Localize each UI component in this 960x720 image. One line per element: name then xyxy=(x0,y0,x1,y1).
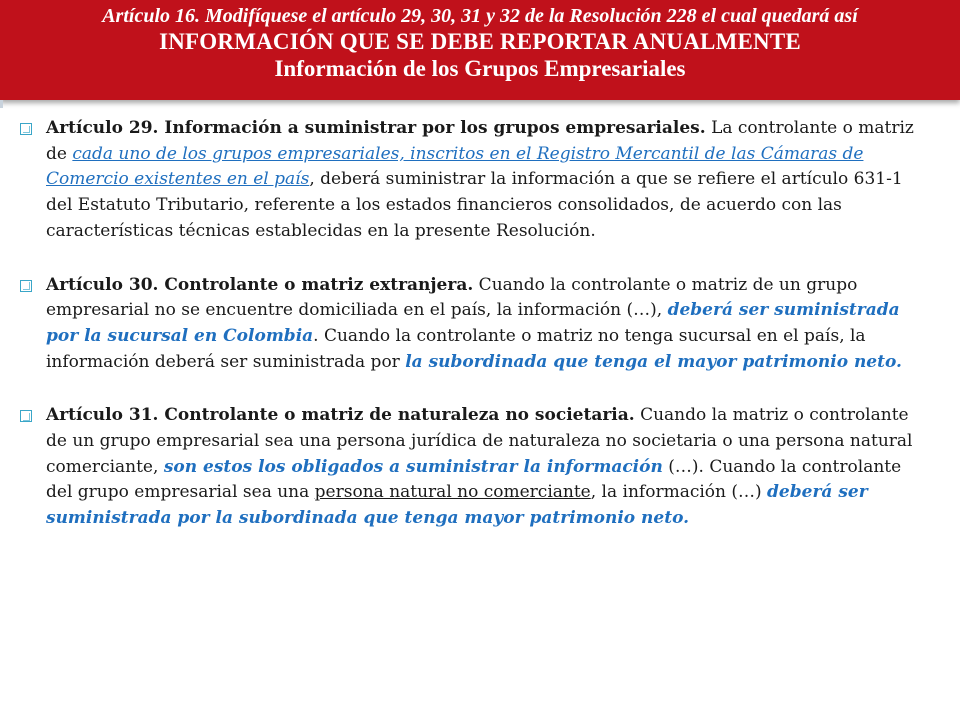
article-title: Artículo 31. Controlante o matriz de naturaleza no societaria. xyxy=(46,405,635,426)
article-title: Artículo 29. Información a suministrar por los grupos empresariales. xyxy=(46,118,706,138)
checkbox-bullet-icon xyxy=(20,123,32,135)
article-emphasis: deberá ser suministrada por la sucursal en Colombia xyxy=(46,300,900,346)
article-text: Cuando la controlante o matriz de un grupo empresarial no se encuentre domiciliada en el país, la información (…), xyxy=(46,274,858,321)
article-text: , deberá suministrar la información a que se refiere el artículo 631-1 del Estatuto Tributario, referente a los estados financieros consolidados, de acuerdo con las características técnicas establecidas en la presente Resolución. xyxy=(46,169,903,241)
header-title: INFORMACIÓN QUE SE DEBE REPORTAR ANUALMENTE xyxy=(159,29,801,54)
article-link[interactable]: cada uno de los grupos empresariales, inscritos en el Registro Mercantil de las Cámaras de Comercio existentes en el país xyxy=(46,143,864,190)
article-31 xyxy=(20,403,925,532)
article-title: Artículo 30. Controlante o matriz extranjera. xyxy=(46,274,474,295)
slide-header xyxy=(0,0,960,100)
checkbox-bullet-icon xyxy=(20,410,32,422)
header-subtitle: Artículo 16. Modifíquese el artículo 29, 30, 31 y 32 de la Resolución 228 el cual quedará así xyxy=(102,5,858,27)
article-underlined-text: persona natural no comerciante xyxy=(314,482,591,503)
slide-content xyxy=(20,116,925,560)
header-section-title: Información de los Grupos Empresariales xyxy=(274,56,686,81)
article-29 xyxy=(20,116,925,245)
article-emphasis: deberá ser suministrada por la subordinada que tenga mayor patrimonio neto. xyxy=(46,482,868,529)
article-emphasis: la subordinada que tenga el mayor patrimonio neto. xyxy=(405,351,902,372)
left-accent-bar xyxy=(0,100,3,108)
checkbox-bullet-icon xyxy=(20,280,32,292)
article-30 xyxy=(20,273,925,376)
article-emphasis: son estos los obligados a suministrar la información xyxy=(163,456,663,477)
article-text: (…). Cuando la controlante del grupo empresarial sea una xyxy=(46,456,902,503)
article-text: , la información (…) xyxy=(590,482,768,503)
article-text: . Cuando la controlante o matriz no tenga sucursal en el país, la información deberá ser suministrada por xyxy=(46,325,866,372)
article-text: La controlante o matriz de xyxy=(46,118,914,164)
article-text: Cuando la matriz o controlante de un grupo empresarial sea una persona jurídica de naturaleza no societaria o una persona natural comerciante, xyxy=(46,405,913,477)
